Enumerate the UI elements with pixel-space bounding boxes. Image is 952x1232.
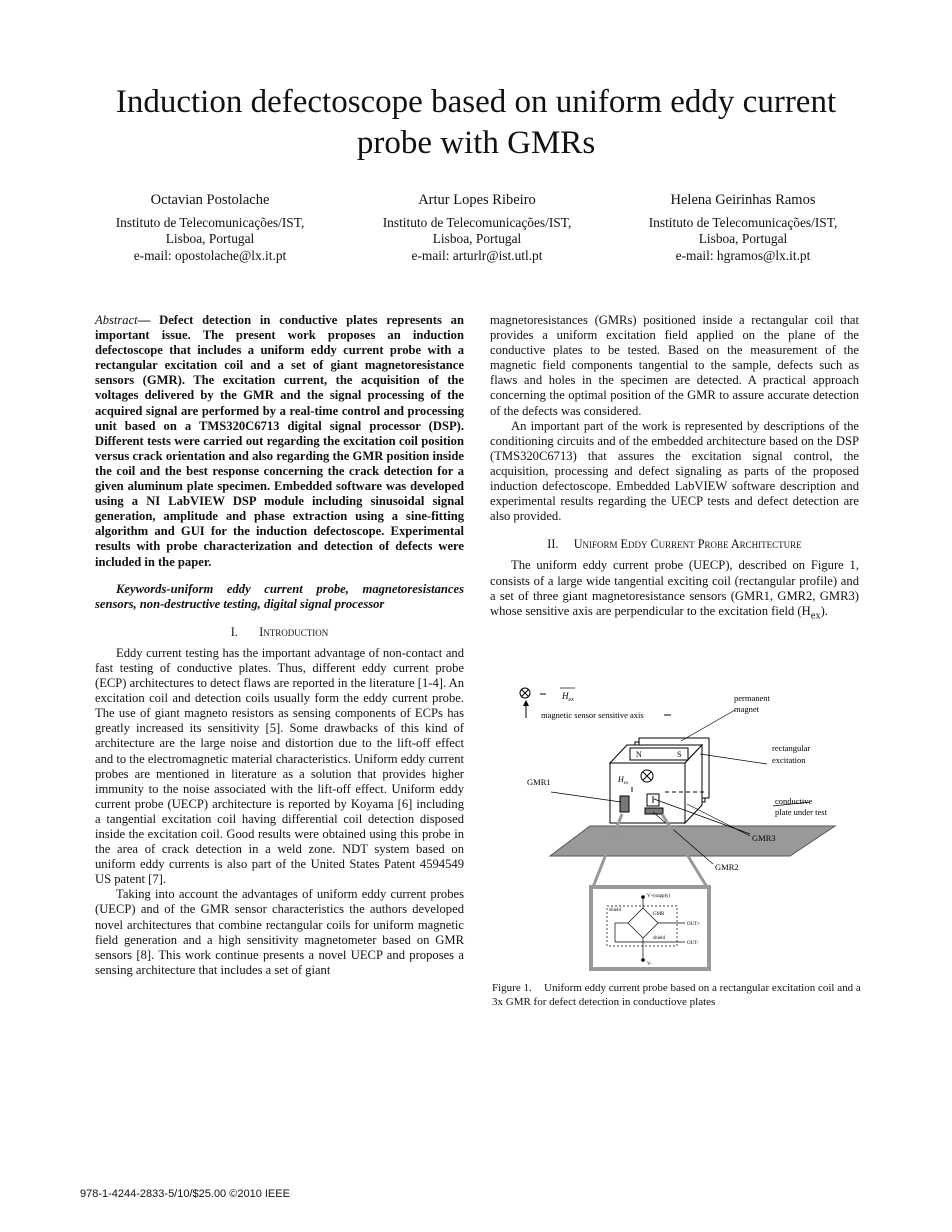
gmr1-label: GMR1 — [527, 777, 551, 787]
out-minus-label: OUT- — [687, 941, 699, 946]
author-city: Lisboa, Portugal — [432, 231, 522, 246]
paragraph: magnetoresistances (GMRs) positioned inside a rectangular coil that provides a uniform excitation field applied on the plane of the conductive plates to be tested. Based on the measurement of the magnetic field components tangential to the sample, defects such as flaws and holes in the specimen are detected. A practical approach concerning the optimal position of the GMR to assure accurate detection of the defects was considered. — [490, 313, 859, 418]
gmr-circuit-inset — [591, 887, 709, 969]
author-email: e-mail: arturlr@ist.utl.pt — [411, 247, 543, 263]
copyright-footer: 978-1-4244-2833-5/10/$25.00 ©2010 IEEE — [80, 1188, 290, 1200]
section-number: I. — [230, 624, 238, 639]
arrow-up-icon — [523, 700, 529, 718]
author-block — [80, 192, 340, 264]
left-column — [95, 313, 464, 978]
abstract — [95, 313, 464, 570]
abstract-dash: — — [137, 313, 160, 327]
paragraph — [490, 558, 859, 623]
paragraph: An important part of the work is represented by descriptions of the conditioning circuits and of the embedded architecture based on the DSP (TMS320C6713) that assures the excitation signal control, the acquisition, processing and defect signaling as parts of the proposed induction defectoscope. Embedded LabVIEW software description and experimental results regarding the UECP tests and defect detection are also provided. — [490, 418, 859, 524]
cross-circle-icon — [520, 688, 530, 698]
conductive-plate — [550, 826, 835, 856]
author-email: e-mail: hgramos@lx.it.pt — [675, 247, 811, 263]
paragraph: Eddy current testing has the important advantage of non-contact and fast testing of conductive plates. Thus, different eddy current probe (ECP) architectures to detect flaws are reported in the literature [1-4]. An excitation coil and detection coils usually form the eddy current probe. The use of giant magneto resistors as sensing components of ECPs has greatly increased its sensitivity [5]. Some drawbacks of this kind of architecture are the large noise and distortion due to the lift-off effect and to the electromagnetic material characteristics. Uniform eddy current probes are mentioned in literature as a solution that provides higher immunity to the noise associated with the lift-off effect. Uniform eddy current probe (UECP) architecture is reported by Koyama [6] including a tangential excitation coil having differential coil detection disposed inside the excitation coil. Good results were obtained using this probe in the area of crack detection in a weld zone. NDT system based on uniform eddy currents is also part of the United States Patent 4594549 US patent [7]. — [95, 645, 464, 887]
south-label: S — [677, 750, 682, 759]
section-heading — [490, 537, 859, 552]
permanent-magnet-label: permanent — [734, 693, 770, 703]
figure-caption — [492, 981, 862, 1009]
abstract-label: Abstract — [95, 313, 138, 327]
figure-caption-label: Figure 1. — [492, 982, 532, 994]
paragraph-text: The uniform eddy current probe (UECP), described on Figure 1, consists of a large wide tangential exciting coil (rectangular profile) and a set of three giant magnetoresistance sensors (GMR1, GMR2, GMR3) whose sensitive axis are perpendicular to the excitation field (H — [490, 558, 859, 618]
paragraph-text: ). — [820, 603, 828, 618]
figure-caption-text: Uniform eddy current probe based on a rectangular excitation coil and a 3x GMR for defect detection in conductiove plates — [492, 982, 861, 1008]
hex-label: $H_{ex}$ — [562, 691, 574, 703]
section-heading — [95, 625, 464, 640]
paragraph: Taking into account the advantages of uniform eddy current probes (UECP) and of the GMR sensor characteristics the authors developed novel architectures that combine rectangular coils for uniform magnetic field generation and a high sensitivity magnetometer based on GMR sensors [8]. This work continue presents a novel UECP and proposes a sensing architecture that includes a set of giant — [95, 887, 464, 977]
sensitive-axis-label: magnetic sensor sensitive axis — [541, 710, 644, 720]
author-name: Helena Geirinhas Ramos — [670, 192, 816, 208]
author-city: Lisboa, Portugal — [698, 231, 788, 246]
author-city: Lisboa, Portugal — [165, 231, 255, 246]
out-plus-label: OUT+ — [687, 922, 701, 927]
section-title: Uniform Eddy Current Probe Architecture — [573, 537, 802, 552]
vsupply-label: V+(supply) — [647, 894, 671, 899]
author-affiliation: Instituto de Telecomunicações/IST, — [115, 214, 305, 230]
right-column — [490, 313, 859, 623]
conductive-plate-label: plate under test — [775, 807, 827, 817]
section-number: II. — [547, 537, 559, 552]
author-block — [347, 192, 607, 264]
permanent-magnet-label: magnet — [734, 704, 760, 714]
author-name: Artur Lopes Ribeiro — [418, 192, 536, 208]
author-affiliation: Instituto de Telecomunicações/IST, — [382, 214, 572, 230]
author-block — [613, 192, 873, 264]
figure-probe-diagram — [505, 684, 870, 974]
author-name: Octavian Postolache — [150, 192, 270, 208]
gmr3-label: GMR3 — [752, 833, 776, 843]
conductive-plate-label: conductive — [775, 796, 813, 806]
gmr-label: GMR — [653, 912, 665, 917]
vminus-label: V- — [647, 962, 652, 967]
author-affiliation: Instituto de Telecomunicações/IST, — [648, 214, 838, 230]
gmr2-label: GMR2 — [715, 862, 739, 872]
paper-title: Induction defectoscope based on uniform eddy current probe with GMRs — [115, 84, 837, 161]
section-title: Introduction — [259, 624, 329, 639]
north-label: N — [636, 750, 642, 759]
rectangular-excitation-label: rectangular — [772, 743, 811, 753]
shield-label: shield — [609, 908, 621, 913]
rectangular-excitation-label: excitation — [772, 755, 806, 765]
author-email: e-mail: opostolache@lx.it.pt — [133, 247, 287, 263]
shield-label: shield — [653, 936, 665, 941]
hex-inside-label: $H_{ex}$ — [618, 775, 629, 786]
abstract-text: Defect detection in conductive plates represents an important issue. The present work proposes an induction defectoscope that includes a uniform eddy current probe with a rectangular excitation coil and a set of giant magnetoresistance sensors (GMR). The excitation current, the acquisition of the voltages delivered by the GMR and the signal processing of the acquired signal are performed by a real-time control and processing unit based on a TMS320C6713 digital signal processor (DSP). Different tests were carried out regarding the excitation coil position versus crack orientation and also regarding the GMR position inside the coil and the best response concerning the crack detection for a given aluminum plate specimen. Embedded software was developed using a NI LabVIEW DSP module including sinusoidal signal generation, amplitude and phase extraction using a sine-fitting algorithm and GUI for the induction defectoscope. Experimental results with probe characterization and detection of defects were included in the paper. — [95, 313, 464, 569]
keywords: Keywords-uniform eddy current probe, magnetoresistances sensors, non-destructive testing, digital signal processor — [95, 581, 464, 611]
gmr1-sensor — [620, 796, 629, 812]
subscript: ex — [810, 610, 821, 622]
